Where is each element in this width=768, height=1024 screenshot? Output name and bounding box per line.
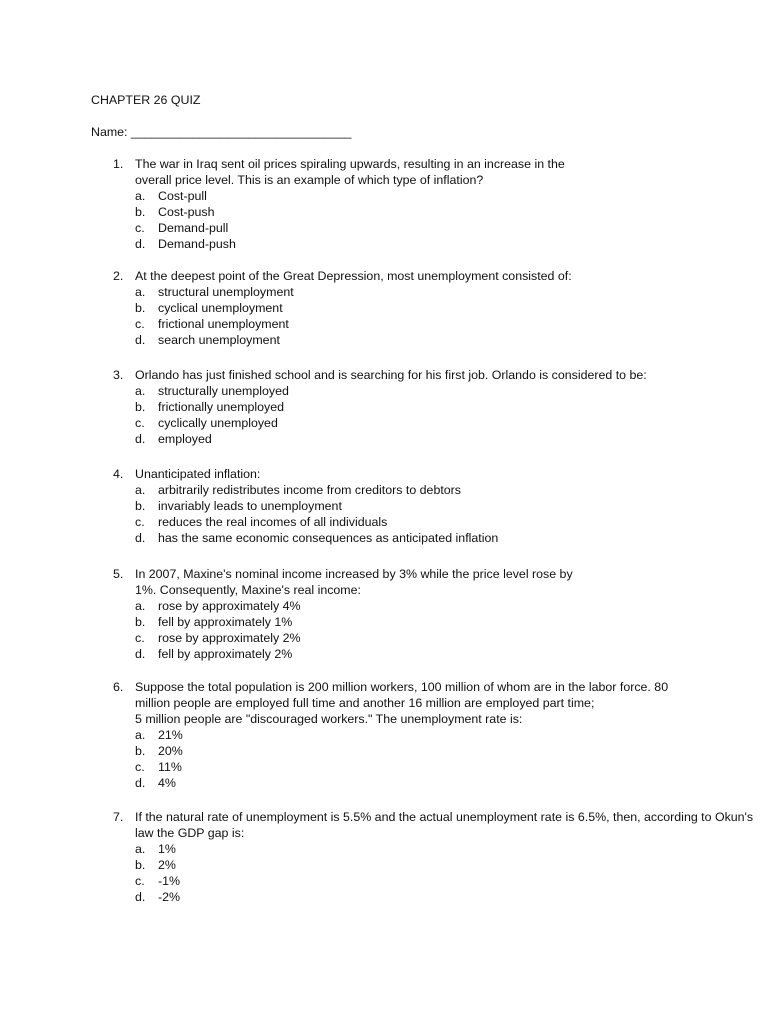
option-text: frictionally unemployed xyxy=(158,400,285,414)
question-item xyxy=(91,809,754,905)
answer-option xyxy=(135,759,691,775)
question-number: 1. xyxy=(113,157,124,171)
option-letter: a. xyxy=(135,599,146,613)
question-item xyxy=(91,466,691,546)
option-letter: c. xyxy=(135,874,145,888)
option-letter: d. xyxy=(135,776,146,790)
answer-option xyxy=(135,646,691,662)
option-text: 2% xyxy=(158,858,176,872)
option-text: 4% xyxy=(158,776,176,790)
question-number: 7. xyxy=(113,810,124,824)
answer-option xyxy=(135,204,691,220)
question-text: Unanticipated inflation: xyxy=(135,467,261,481)
answer-options xyxy=(135,284,691,348)
option-text: rose by approximately 4% xyxy=(158,599,301,613)
answer-option xyxy=(135,873,691,889)
option-text: Demand-push xyxy=(158,237,236,251)
answer-option xyxy=(135,743,691,759)
option-letter: d. xyxy=(135,333,146,347)
option-text: cyclical unemployment xyxy=(158,301,283,315)
option-letter: b. xyxy=(135,499,146,513)
option-letter: a. xyxy=(135,384,146,398)
option-text: 21% xyxy=(158,728,183,742)
answer-option xyxy=(135,498,691,514)
option-text: -1% xyxy=(158,874,181,888)
answer-options xyxy=(135,383,691,447)
option-text: arbitrarily redistributes income from creditors to debtors xyxy=(158,483,461,497)
option-letter: d. xyxy=(135,432,146,446)
answer-option xyxy=(135,530,691,546)
option-letter: a. xyxy=(135,189,146,203)
option-text: search unemployment xyxy=(158,333,280,347)
option-letter: b. xyxy=(135,744,146,758)
option-text: has the same economic consequences as anticipated inflation xyxy=(158,531,499,545)
answer-option xyxy=(135,482,691,498)
question-item xyxy=(91,566,691,662)
option-letter: d. xyxy=(135,237,146,251)
option-text: fell by approximately 1% xyxy=(158,615,293,629)
answer-option xyxy=(135,727,691,743)
option-text: Cost-push xyxy=(158,205,215,219)
question-text: In 2007, Maxine's nominal income increased by 3% while the price level rose by 1%. Consequently, Maxine's real income: xyxy=(135,567,573,597)
question-text: If the natural rate of unemployment is 5.5% and the actual unemployment rate is 6.5%, then, according to Okun's law the GDP gap is: xyxy=(135,810,754,840)
option-text: structurally unemployed xyxy=(158,384,289,398)
option-letter: c. xyxy=(135,760,145,774)
option-text: frictional unemployment xyxy=(158,317,289,331)
answer-option xyxy=(135,399,691,415)
option-text: Demand-pull xyxy=(158,221,229,235)
answer-option xyxy=(135,431,691,447)
page-title: CHAPTER 26 QUIZ xyxy=(91,93,201,107)
question-item xyxy=(91,156,691,252)
question-item xyxy=(91,367,691,447)
name-field-label: Name: ________________________________ xyxy=(91,125,352,139)
answer-option xyxy=(135,415,691,431)
option-letter: c. xyxy=(135,416,145,430)
question-number: 6. xyxy=(113,680,124,694)
option-text: employed xyxy=(158,432,212,446)
option-text: cyclically unemployed xyxy=(158,416,278,430)
answer-options xyxy=(135,841,691,905)
option-text: invariably leads to unemployment xyxy=(158,499,342,513)
answer-options xyxy=(135,727,691,791)
question-number: 4. xyxy=(113,467,124,481)
answer-option xyxy=(135,514,691,530)
option-text: 11% xyxy=(158,760,182,774)
answer-options xyxy=(135,482,691,546)
option-text: Cost-pull xyxy=(158,189,207,203)
answer-option xyxy=(135,841,691,857)
option-text: -2% xyxy=(158,890,181,904)
question-text: Orlando has just finished school and is searching for his first job. Orlando is considered to be: xyxy=(135,368,647,382)
answer-options xyxy=(135,598,691,662)
option-letter: d. xyxy=(135,890,146,904)
option-letter: b. xyxy=(135,205,146,219)
question-item xyxy=(91,679,691,791)
question-number: 3. xyxy=(113,368,124,382)
question-text: At the deepest point of the Great Depression, most unemployment consisted of: xyxy=(135,269,572,283)
option-letter: a. xyxy=(135,285,146,299)
option-letter: d. xyxy=(135,647,146,661)
option-text: fell by approximately 2% xyxy=(158,647,293,661)
answer-option xyxy=(135,332,691,348)
answer-option xyxy=(135,598,691,614)
option-letter: a. xyxy=(135,842,146,856)
question-number: 2. xyxy=(113,269,124,283)
answer-option xyxy=(135,316,691,332)
option-letter: b. xyxy=(135,615,146,629)
question-item xyxy=(91,268,691,348)
question-text: The war in Iraq sent oil prices spiraling upwards, resulting in an increase in the overall price level. This is an example of which type of inflation? xyxy=(135,157,565,187)
option-letter: c. xyxy=(135,221,145,235)
option-letter: b. xyxy=(135,301,146,315)
answer-option xyxy=(135,284,691,300)
answer-options xyxy=(135,188,691,252)
answer-option xyxy=(135,614,691,630)
option-letter: d. xyxy=(135,531,146,545)
question-text: Suppose the total population is 200 million workers, 100 million of whom are in the labor force. 80 million people are employed full time and another 16 million are employed part time; 5 million people are "discouraged workers." The unemployment rate is: xyxy=(135,680,669,726)
answer-option xyxy=(135,220,691,236)
answer-option xyxy=(135,775,691,791)
answer-option xyxy=(135,383,691,399)
answer-option xyxy=(135,236,691,252)
option-letter: a. xyxy=(135,728,146,742)
answer-option xyxy=(135,300,691,316)
question-number: 5. xyxy=(113,567,124,581)
answer-option xyxy=(135,630,691,646)
option-text: reduces the real incomes of all individuals xyxy=(158,515,388,529)
answer-option xyxy=(135,188,691,204)
option-letter: c. xyxy=(135,515,145,529)
answer-option xyxy=(135,889,691,905)
option-letter: c. xyxy=(135,317,145,331)
option-letter: b. xyxy=(135,858,146,872)
option-letter: b. xyxy=(135,400,146,414)
option-letter: c. xyxy=(135,631,145,645)
answer-option xyxy=(135,857,691,873)
option-letter: a. xyxy=(135,483,146,497)
option-text: structural unemployment xyxy=(158,285,294,299)
option-text: 1% xyxy=(158,842,176,856)
option-text: 20% xyxy=(158,744,183,758)
option-text: rose by approximately 2% xyxy=(158,631,301,645)
